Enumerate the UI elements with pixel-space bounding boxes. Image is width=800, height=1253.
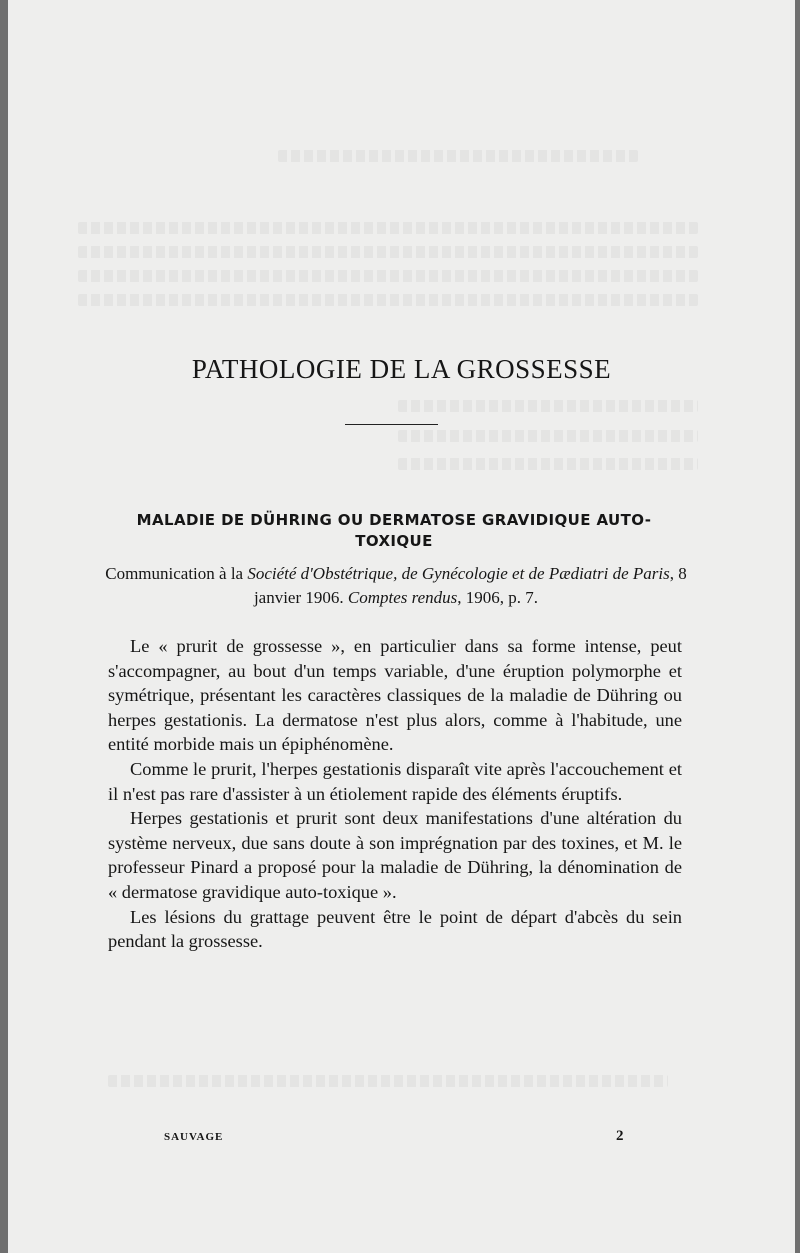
body-paragraph: Herpes gestationis et prurit sont deux manifestations d'une altération du système nerveux, due sans doute à son imprégnation par des toxines, et M. le professeur Pinard a proposé pour la maladie de Dühring, la dénomination de « dermatose gravidique auto-toxique ». — [108, 808, 682, 902]
page-number: 2 — [616, 1128, 624, 1144]
footer-signature: SAUVAGE — [164, 1131, 224, 1143]
communication-journal: Comptes rendus — [347, 588, 458, 607]
article-heading: MALADIE DE DÜHRING OU DERMATOSE GRAVIDIQUE AUTO-TOXIQUE — [136, 511, 652, 550]
body-paragraph: Les lésions du grattage peuvent être le point de départ d'abcès du sein pendant la grossesse. — [108, 906, 682, 952]
title-divider — [345, 424, 438, 425]
communication-note — [98, 562, 694, 610]
bleed-through-text — [108, 1075, 668, 1087]
bleed-through-text — [278, 150, 638, 162]
communication-prefix: Communication à la — [105, 564, 248, 583]
bleed-through-text — [78, 270, 698, 282]
body-paragraph: Comme le prurit, l'herpes gestationis disparaît vite après l'accouchement et il n'est pas rare d'assister à un étiolement rapide des éléments éruptifs. — [108, 758, 682, 804]
bleed-through-text — [78, 222, 698, 234]
communication-society: Société d'Obstétrique, de Gynécologie et de Pædiatri de Paris — [247, 564, 670, 583]
communication-date: , 8 janvier 1906. — [253, 564, 687, 607]
body-paragraph: Le « prurit de grossesse », en particulier dans sa forme intense, peut s'accompagner, au bout d'un temps variable, d'une éruption polymorphe et symétrique, présentant les caractères classiques de la maladie de Dühring ou herpes gestationis. La dermatose n'est plus alors, comme à l'habitude, une entité morbide mais un épiphénomène. — [108, 636, 682, 755]
article-body — [108, 634, 682, 954]
bleed-through-text — [398, 400, 698, 412]
page-title: PATHOLOGIE DE LA GROSSESSE — [191, 354, 612, 384]
bleed-through-text — [398, 430, 698, 442]
document-page — [8, 0, 795, 1253]
bleed-through-text — [78, 294, 698, 306]
bleed-through-text — [398, 458, 698, 470]
bleed-through-text — [78, 246, 698, 258]
communication-suffix: , 1906, p. 7. — [457, 588, 539, 607]
